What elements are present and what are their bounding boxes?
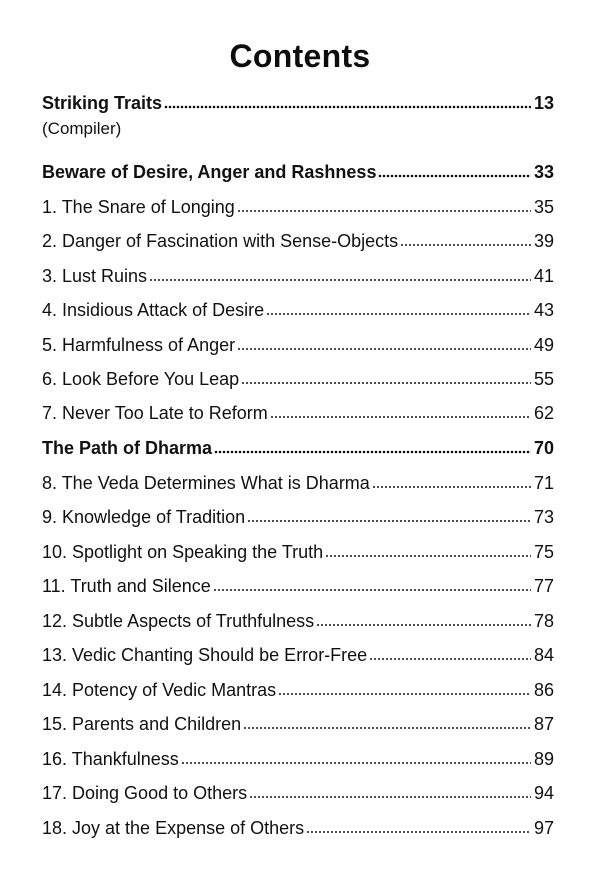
toc-entry-8[interactable] xyxy=(42,364,554,390)
toc-entry-page: 55 xyxy=(533,369,554,389)
toc-entry-label: 9. Knowledge of Tradition xyxy=(42,507,246,527)
dot-leader xyxy=(243,726,531,730)
toc-entry-page: 71 xyxy=(533,473,554,493)
toc-entry-label: 16. Thankfulness xyxy=(42,749,179,769)
toc-entry-2[interactable] xyxy=(42,157,554,183)
dot-leader xyxy=(278,692,531,696)
toc-entry-label: 15. Parents and Children xyxy=(42,714,242,734)
toc-entry-page: 62 xyxy=(533,403,554,423)
dot-leader xyxy=(400,243,531,247)
toc-entry-page: 39 xyxy=(533,231,554,251)
toc-entry-page: 97 xyxy=(533,818,554,838)
page-title: Contents xyxy=(229,38,371,74)
toc-entry-label: The Path of Dharma xyxy=(42,438,213,458)
dot-leader xyxy=(369,657,531,661)
toc-entry-page: 77 xyxy=(533,576,554,596)
toc-entry-label: 14. Potency of Vedic Mantras xyxy=(42,680,277,700)
compiler-note: (Compiler) xyxy=(42,119,122,138)
toc-entry-11[interactable] xyxy=(42,468,554,494)
toc-entry-page: 33 xyxy=(533,162,554,182)
toc-entry-page: 13 xyxy=(533,93,554,113)
toc-entry-page: 41 xyxy=(533,266,554,286)
toc-entry-10[interactable] xyxy=(42,433,554,459)
toc-entry-16[interactable] xyxy=(42,640,554,666)
toc-entry-1[interactable] xyxy=(42,88,554,114)
toc-entry-page: 87 xyxy=(533,714,554,734)
toc-entry-label: 3. Lust Ruins xyxy=(42,266,148,286)
toc-entry-5[interactable] xyxy=(42,261,554,287)
toc-entry-label: 1. The Snare of Longing xyxy=(42,197,235,217)
toc-entry-label: 4. Insidious Attack of Desire xyxy=(42,300,265,320)
toc-entry-17[interactable] xyxy=(42,675,554,701)
dot-leader xyxy=(378,174,531,178)
toc-entry-label: 10. Spotlight on Speaking the Truth xyxy=(42,542,324,562)
toc-entry-page: 78 xyxy=(533,611,554,631)
dot-leader xyxy=(149,278,531,282)
toc-entry-page: 86 xyxy=(533,680,554,700)
toc-entry-label: 2. Danger of Fascination with Sense-Objects xyxy=(42,231,399,251)
toc-entry-20[interactable] xyxy=(42,778,554,804)
toc-entry-label: 7. Never Too Late to Reform xyxy=(42,403,268,423)
toc-entry-15[interactable] xyxy=(42,606,554,632)
dot-leader xyxy=(213,588,531,592)
toc-entry-page: 73 xyxy=(533,507,554,527)
toc-entry-page: 49 xyxy=(533,335,554,355)
dot-leader xyxy=(249,795,531,799)
toc-entry-14[interactable] xyxy=(42,571,554,597)
dot-leader xyxy=(241,381,531,385)
toc-entry-page: 84 xyxy=(533,645,554,665)
toc-entry-page: 75 xyxy=(533,542,554,562)
dot-leader xyxy=(237,209,531,213)
toc-entry-label: 5. Harmfulness of Anger xyxy=(42,335,236,355)
toc-entry-label: 18. Joy at the Expense of Others xyxy=(42,818,305,838)
toc-entry-21[interactable] xyxy=(42,813,554,839)
toc-entry-label: Beware of Desire, Anger and Rashness xyxy=(42,162,377,182)
toc-entry-13[interactable] xyxy=(42,537,554,563)
toc-entry-label: Striking Traits xyxy=(42,93,163,113)
toc-entry-18[interactable] xyxy=(42,709,554,735)
dot-leader xyxy=(266,312,531,316)
toc-entry-page: 35 xyxy=(533,197,554,217)
toc-entry-label: 6. Look Before You Leap xyxy=(42,369,240,389)
dot-leader xyxy=(237,347,531,351)
dot-leader xyxy=(325,554,531,558)
toc-entry-label: 17. Doing Good to Others xyxy=(42,783,248,803)
toc-entry-4[interactable] xyxy=(42,226,554,252)
toc-entry-label: 12. Subtle Aspects of Truthfulness xyxy=(42,611,315,631)
toc-entry-page: 43 xyxy=(533,300,554,320)
dot-leader xyxy=(270,415,531,419)
toc-entry-page: 89 xyxy=(533,749,554,769)
dot-leader xyxy=(247,519,531,523)
dot-leader xyxy=(306,830,531,834)
dot-leader xyxy=(214,450,531,454)
toc-entry-page: 70 xyxy=(533,438,554,458)
dot-leader xyxy=(164,105,531,109)
toc-entry-page: 94 xyxy=(533,783,554,803)
toc-entry-6[interactable] xyxy=(42,295,554,321)
toc-entry-3[interactable] xyxy=(42,192,554,218)
toc-entry-19[interactable] xyxy=(42,744,554,770)
toc-entry-12[interactable] xyxy=(42,502,554,528)
toc-entry-label: 8. The Veda Determines What is Dharma xyxy=(42,473,370,493)
dot-leader xyxy=(316,623,531,627)
toc-entry-9[interactable] xyxy=(42,398,554,424)
dot-leader xyxy=(181,761,531,765)
toc-entry-label: 13. Vedic Chanting Should be Error-Free xyxy=(42,645,368,665)
toc-entry-7[interactable] xyxy=(42,330,554,356)
dot-leader xyxy=(372,485,531,489)
toc-entry-label: 11. Truth and Silence xyxy=(42,576,211,596)
